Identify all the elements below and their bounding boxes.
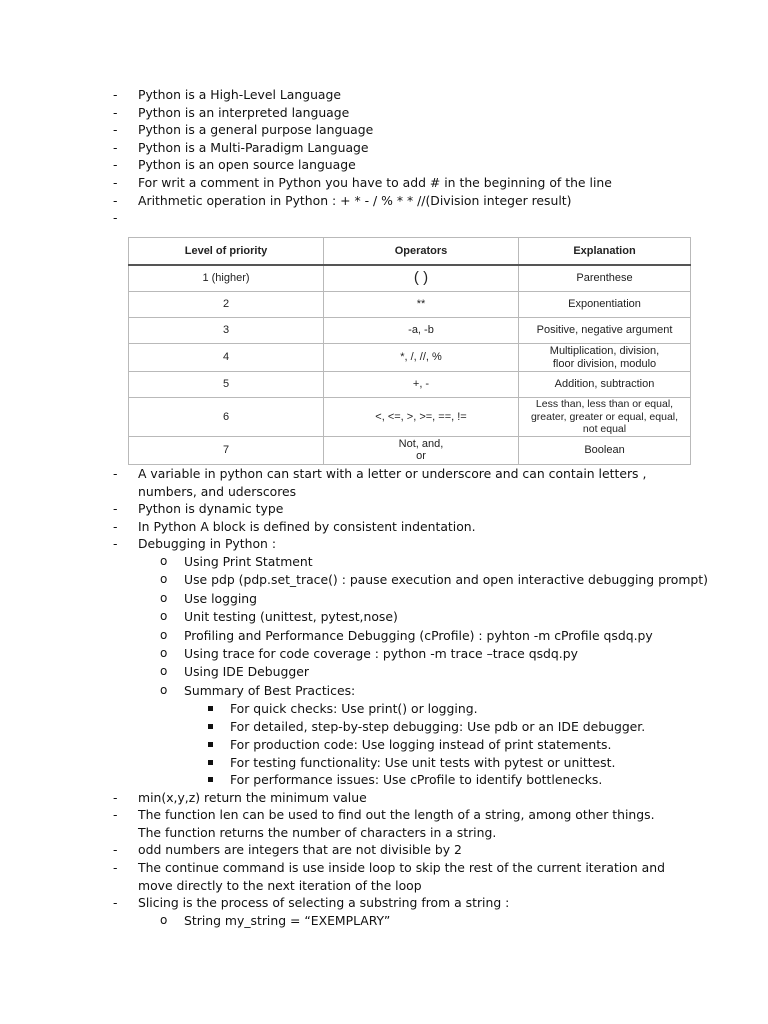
list-item <box>113 192 698 210</box>
list-item <box>113 156 698 174</box>
circle-marker: o <box>160 609 168 623</box>
operators-cell: +, - <box>324 372 519 398</box>
dash-marker: - <box>113 466 118 481</box>
priority-cell: 5 <box>129 372 324 398</box>
circle-marker: o <box>160 590 168 605</box>
explanation-cell: Less than, less than or equal, greater, greater or equal, equal, not equal <box>519 398 691 437</box>
best-practice-text: For quick checks: Use print() or logging. <box>230 700 478 716</box>
table-row <box>129 318 691 344</box>
list-item-text: Python is a High-Level Language <box>138 87 341 102</box>
sub-list-item-text: Summary of Best Practices: <box>184 682 356 698</box>
best-practice-text: For performance issues: Use cProfile to identify bottlenecks. <box>230 772 603 787</box>
explanation-cell: Multiplication, division, floor division, modulo <box>519 344 691 372</box>
dash-marker: - <box>113 192 118 208</box>
list-item-text: A variable in python can start with a letter or underscore and can contain letters , numbers, and uderscores <box>138 466 647 499</box>
operator-priority-table <box>128 237 691 465</box>
best-practice-text: For production code: Use logging instead of print statements. <box>230 736 612 752</box>
best-practice-text: For detailed, step-by-step debugging: Use pdb or an IDE debugger. <box>230 718 646 734</box>
table-row <box>129 265 691 292</box>
explanation-cell: Addition, subtraction <box>519 372 691 398</box>
list-item-text: Arithmetic operation in Python : + * - / % * * //(Division integer result) <box>138 192 572 208</box>
best-practice-item <box>230 700 478 718</box>
sub-list-item-text: Using trace for code coverage : python -m trace –trace qsdq.py <box>184 645 578 661</box>
list-item <box>113 841 698 859</box>
list-item-text: min(x,y,z) return the minimum value <box>138 789 367 805</box>
list-item-text: In Python A block is defined by consistent indentation. <box>138 518 476 534</box>
column-header-operators: Operators <box>324 238 519 266</box>
explanation-cell: Positive, negative argument <box>519 318 691 344</box>
circle-marker: o <box>160 627 168 642</box>
dash-marker: - <box>113 122 118 138</box>
square-bullet-icon <box>208 760 213 765</box>
dash-marker: - <box>113 807 118 823</box>
operators-cell: ( ) <box>324 265 519 292</box>
best-practice-item <box>230 718 645 736</box>
dash-marker: - <box>113 501 118 516</box>
best-practice-item <box>230 754 615 772</box>
table-row <box>129 292 691 318</box>
explanation-cell: Boolean <box>519 436 691 464</box>
best-practice-item <box>230 771 602 789</box>
list-item <box>113 121 698 139</box>
sub-list-item-text: Unit testing (unittest, pytest,nose) <box>184 609 398 624</box>
circle-marker: o <box>160 664 168 679</box>
dash-marker: - <box>113 536 118 552</box>
list-item-text: Python is an open source language <box>138 157 356 173</box>
dash-marker: - <box>113 87 118 102</box>
sub-list-item <box>160 682 356 700</box>
dash-marker: - <box>113 789 118 805</box>
circle-marker: o <box>160 572 168 586</box>
explanation-cell: Exponentiation <box>519 292 691 318</box>
list-item-text: odd numbers are integers that are not divisible by 2 <box>138 842 462 858</box>
column-header-explanation: Explanation <box>519 238 691 266</box>
priority-cell: 6 <box>129 398 324 437</box>
operators-cell: *, /, //, % <box>324 344 519 372</box>
square-bullet-icon <box>208 742 213 747</box>
list-item <box>113 806 658 841</box>
table-row <box>129 398 691 437</box>
sub-list-item <box>160 608 398 626</box>
sub-list-item-text: String my_string = “EXEMPLARY” <box>184 912 391 928</box>
list-item <box>113 500 698 518</box>
priority-cell: 4 <box>129 344 324 372</box>
dash-marker: - <box>113 518 118 534</box>
list-item <box>113 535 698 553</box>
circle-marker: o <box>160 912 168 927</box>
list-item-text: For writ a comment in Python you have to add # in the beginning of the line <box>138 175 612 190</box>
sub-list-item-text: Using Print Statment <box>184 553 313 569</box>
table-row <box>129 372 691 398</box>
dash-marker: - <box>113 104 118 120</box>
square-bullet-icon <box>208 724 213 729</box>
sub-list-item <box>160 645 578 663</box>
list-item <box>113 104 698 122</box>
sub-list-item-text: Use logging <box>184 590 258 606</box>
list-item-text: The function len can be used to find out the length of a string, among other things. The function returns the number of characters in a string. <box>138 807 655 840</box>
square-bullet-icon <box>208 777 213 782</box>
priority-cell: 1 (higher) <box>129 265 324 292</box>
operators-cell: -a, -b <box>324 318 519 344</box>
sub-list-item-text: Use pdp (pdp.set_trace() : pause execution and open interactive debugging prompt) <box>184 572 708 587</box>
column-header-priority: Level of priority <box>129 238 324 266</box>
list-item-text: The continue command is use inside loop to skip the rest of the current iteration and move directly to the next iteration of the loop <box>138 860 665 893</box>
dash-marker: - <box>113 175 118 190</box>
circle-marker: o <box>160 645 168 660</box>
priority-cell: 3 <box>129 318 324 344</box>
sub-list-item <box>160 553 313 571</box>
sub-list-item-text: Using IDE Debugger <box>184 664 309 680</box>
sub-list-item <box>160 663 309 681</box>
list-item <box>113 789 698 807</box>
list-item-text: Python is a Multi-Paradigm Language <box>138 139 369 155</box>
list-item-text: Python is an interpreted language <box>138 104 350 120</box>
priority-cell: 2 <box>129 292 324 318</box>
list-item-text: Python is dynamic type <box>138 501 284 516</box>
list-item <box>113 859 683 894</box>
table-row <box>129 436 691 464</box>
dash-marker: - <box>113 157 118 173</box>
list-item <box>113 139 698 157</box>
sub-list-item <box>160 912 391 930</box>
list-item <box>113 465 678 500</box>
square-bullet-icon <box>208 706 213 711</box>
circle-marker: o <box>160 682 168 697</box>
list-item-text: Debugging in Python : <box>138 536 277 552</box>
list-item-text: Slicing is the process of selecting a substring from a string : <box>138 895 510 911</box>
sub-list-item <box>160 571 708 589</box>
list-item <box>113 518 698 536</box>
best-practice-text: For testing functionality: Use unit tests with pytest or unittest. <box>230 754 616 770</box>
operators-cell: Not, and, or <box>324 436 519 464</box>
sub-list-item <box>160 627 653 645</box>
dash-marker: - <box>113 842 118 858</box>
list-item <box>113 894 698 912</box>
dash-marker: - <box>113 210 118 226</box>
operators-cell: <, <=, >, >=, ==, != <box>324 398 519 437</box>
list-item <box>113 174 698 192</box>
table-row <box>129 344 691 372</box>
dash-marker: - <box>113 895 118 911</box>
list-item-text: Python is a general purpose language <box>138 122 374 138</box>
circle-marker: o <box>160 553 168 568</box>
priority-cell: 7 <box>129 436 324 464</box>
dash-marker: - <box>113 860 118 875</box>
best-practice-item <box>230 736 611 754</box>
table-header-row <box>129 238 691 266</box>
explanation-cell: Parenthese <box>519 265 691 292</box>
operators-cell: ** <box>324 292 519 318</box>
sub-list-item <box>160 590 258 608</box>
sub-list-item-text: Profiling and Performance Debugging (cProfile) : pyhton -m cProfile qsdq.py <box>184 627 653 643</box>
dash-marker: - <box>113 139 118 155</box>
list-item <box>113 86 698 104</box>
